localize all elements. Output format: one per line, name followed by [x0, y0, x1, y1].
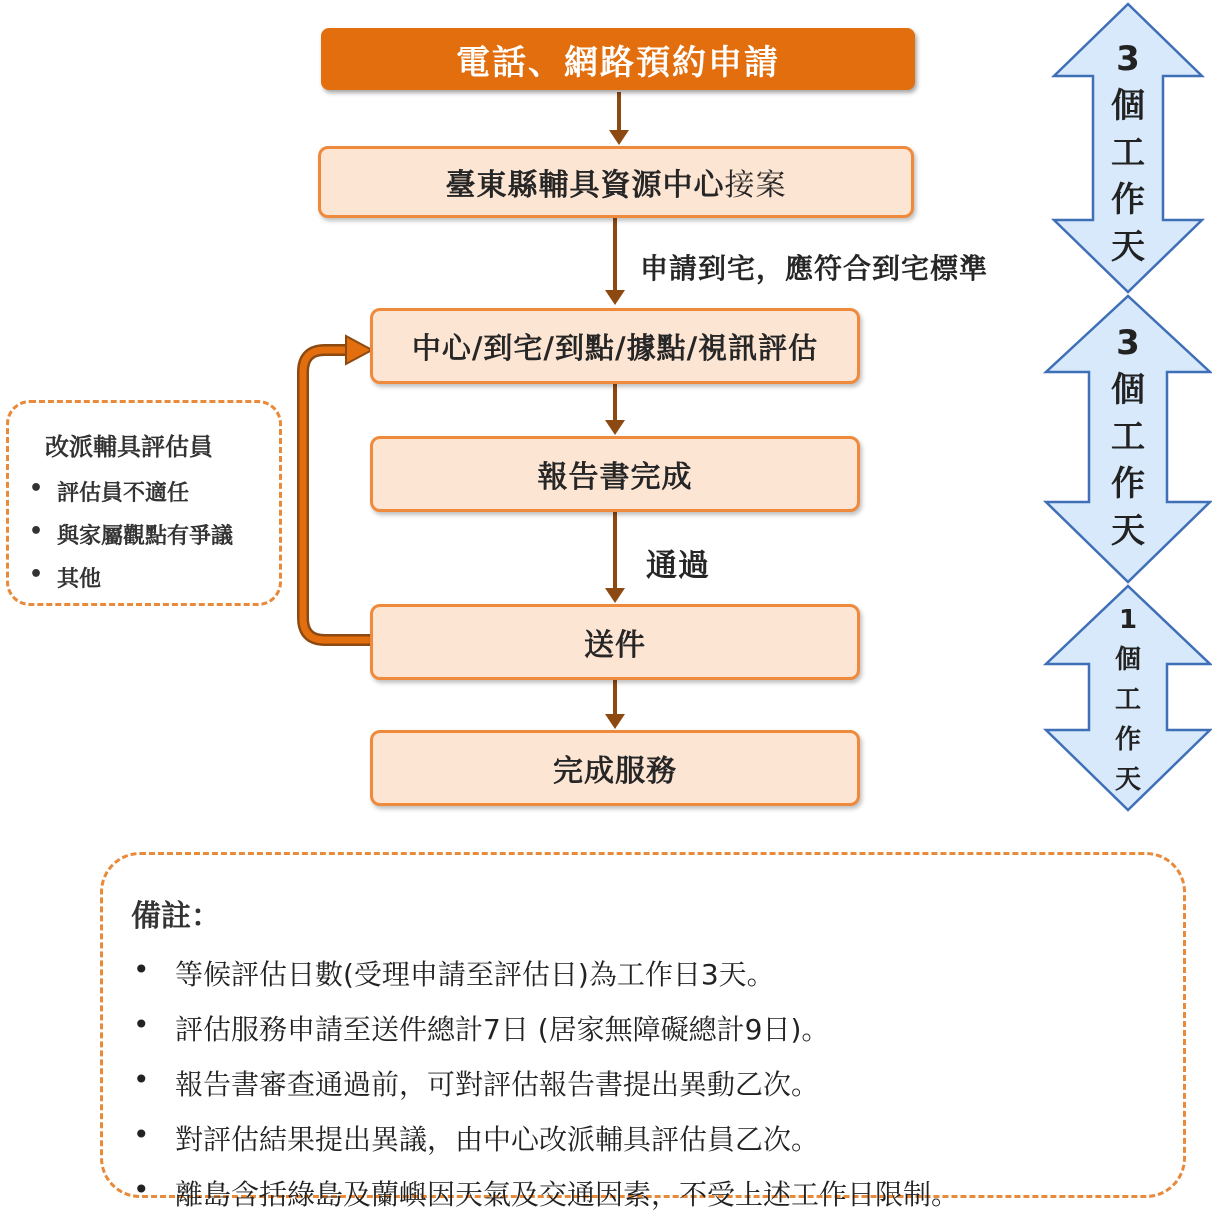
intake-label-light: 接案	[724, 168, 787, 203]
reassign-item: • 評估員不適任	[25, 476, 267, 507]
reassign-list	[25, 476, 267, 593]
duration-number: 3	[1116, 39, 1140, 79]
arrowhead-5	[605, 714, 625, 729]
submit-label: 送件	[584, 628, 646, 663]
duration-char: 個	[1114, 645, 1141, 675]
assessment-label: 中心/到宅/到點/據點/視訊評估	[411, 330, 819, 365]
loop-back-arrowhead	[346, 336, 372, 364]
duration-label-2	[1098, 320, 1158, 555]
pass-label: 通過	[646, 548, 710, 584]
arrowhead-2	[605, 290, 625, 305]
duration-number: 1	[1118, 605, 1138, 635]
duration-char: 作	[1111, 180, 1145, 220]
remark-item: • 離島含括綠島及蘭嶼因天氣及交通因素，不受上述工作日限制。	[131, 1173, 1153, 1213]
duration-char: 天	[1111, 227, 1145, 267]
duration-char: 天	[1114, 765, 1141, 795]
remarks-box	[100, 852, 1186, 1211]
intake-label	[446, 160, 787, 204]
loop-back-arrow	[303, 350, 370, 640]
duration-number: 3	[1116, 323, 1140, 363]
start-box	[321, 28, 915, 90]
arrowhead-1	[609, 130, 629, 145]
intake-box	[318, 146, 914, 218]
arrowhead-4	[605, 588, 625, 603]
reassign-item: • 其他	[25, 562, 267, 593]
report-box	[370, 436, 860, 512]
duration-char: 作	[1111, 464, 1145, 504]
submit-box	[370, 604, 860, 680]
intake-condition-label: 申請到宅，應符合到宅標準	[640, 252, 989, 285]
report-label: 報告書完成	[537, 460, 693, 495]
remarks-title: 備註：	[131, 899, 221, 934]
complete-box	[370, 730, 860, 806]
assessment-box	[370, 308, 860, 384]
loop-back-arrow-inner	[303, 350, 370, 640]
start-label: 電話、網路預約申請	[456, 42, 780, 83]
remark-item: • 對評估結果提出異議，由中心改派輔具評估員乙次。	[131, 1118, 1153, 1158]
reassign-title: 改派輔具評估員	[45, 433, 213, 461]
remarks-list	[131, 953, 1153, 1213]
duration-char: 工	[1111, 133, 1145, 173]
reassign-item: • 與家屬觀點有爭議	[25, 519, 267, 550]
intake-label-bold: 臺東縣輔具資源中心	[445, 168, 725, 203]
remark-item: • 報告書審查通過前，可對評估報告書提出異動乙次。	[131, 1063, 1153, 1103]
duration-char: 作	[1114, 725, 1141, 755]
duration-char: 個	[1111, 370, 1145, 410]
complete-label: 完成服務	[553, 754, 677, 789]
duration-char: 工	[1114, 685, 1141, 715]
duration-label-1	[1098, 36, 1158, 271]
remark-item: • 等候評估日數(受理申請至評估日)為工作日3天。	[131, 953, 1153, 993]
reassign-note	[6, 400, 282, 606]
duration-char: 工	[1111, 417, 1145, 457]
arrowhead-3	[605, 420, 625, 435]
remark-item: • 評估服務申請至送件總計7日 (居家無障礙總計9日)。	[131, 1008, 1153, 1048]
duration-label-3	[1104, 600, 1152, 800]
duration-char: 天	[1111, 511, 1145, 551]
duration-char: 個	[1111, 86, 1145, 126]
